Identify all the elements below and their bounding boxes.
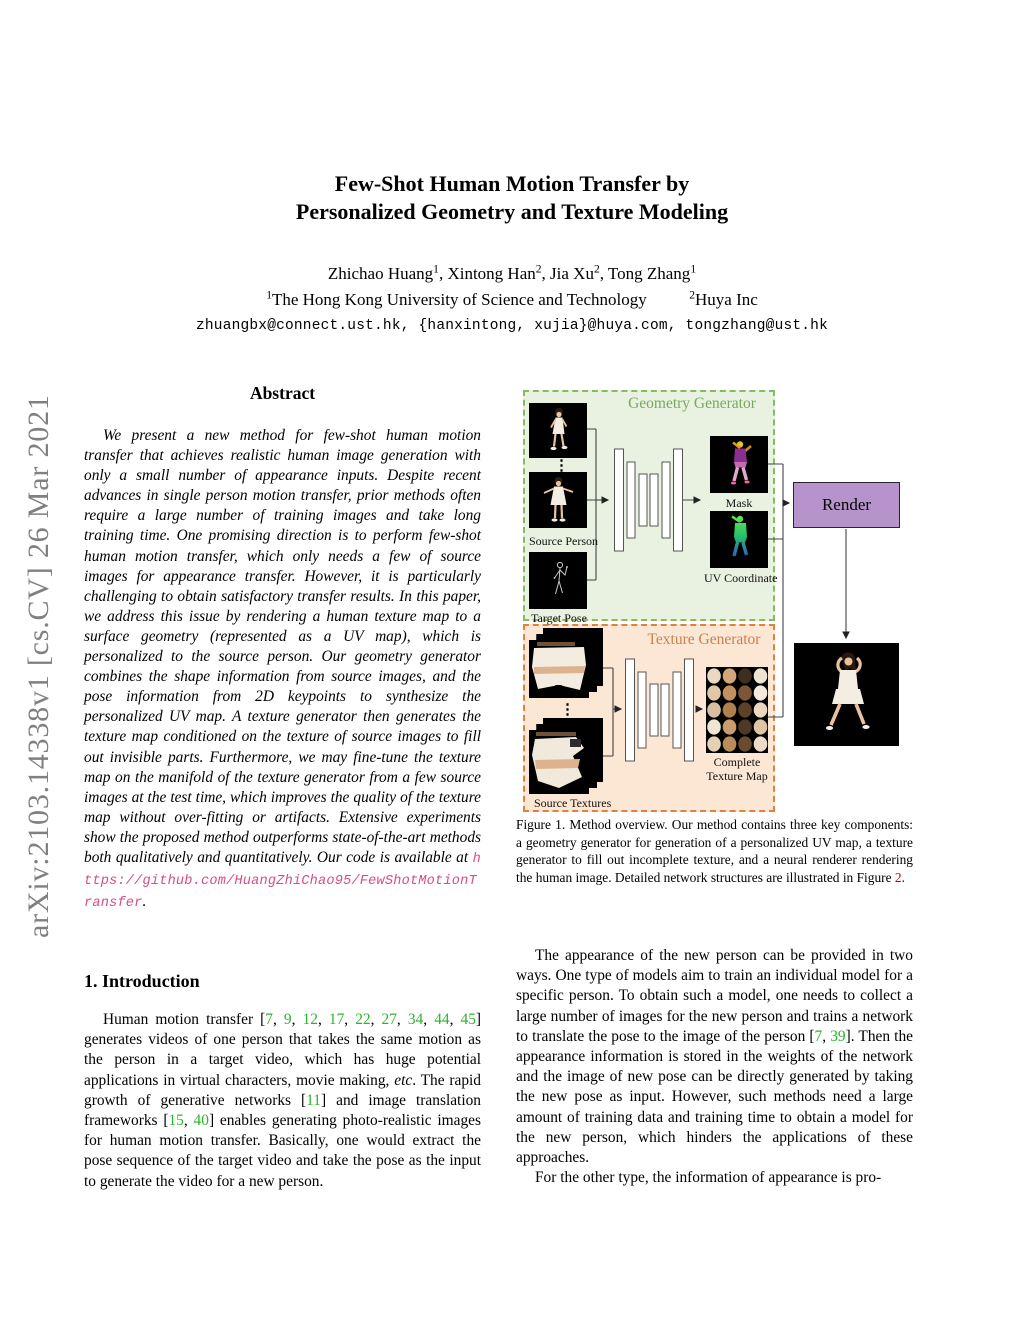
text-span: , Tong Zhang: [599, 264, 691, 283]
citation-link[interactable]: 17: [328, 1011, 345, 1028]
texture-image-2: [529, 730, 589, 794]
mask-label: Mask: [725, 496, 753, 510]
url-link[interactable]: https://github.com/HuangZhiChao95/FewShotMotionTransfer: [84, 851, 481, 912]
target-pose-label: Target Pose: [531, 611, 587, 625]
text-span: We present a new method for few-shot human motion transfer that achieves realistic human image generation with only a small number of appearance inputs. Despite recent advances in single person motion transfer, prior methods often require a large number of training images and take long training time. One promising direction is to perform few-shot human motion transfer, which only needs a few of source images for appearance transfer. However, it is particularly challenging to obtain satisfactory transfer results. In this paper, we address this issue by rendering a human texture map to a surface geometry (represented as a UV map), which is personalized to the source person. Our geometry generator combines the shape information from source images, and the pose information from 2D keypoints to synthesize the personalized UV map. A texture generator then generates the texture map conditioned on the texture of source images to fill out invisible parts. Furthermore, we may fine-tune the texture map on the manifold of the texture generator from a few source images at the test time, which improves the quality of the texture map without over-fitting or artifacts. Extensive experiments show the proposed method outperforms state-of-the-art methods both qualitatively and quantitatively. Our code is available at: [84, 427, 481, 866]
superscript: 2: [593, 262, 600, 276]
vertical-ellipsis-icon: ⋮: [554, 458, 569, 474]
abstract-text: [84, 426, 481, 914]
text-span: Huya Inc: [695, 290, 758, 309]
complete-texture-map-image: [706, 667, 768, 753]
superscript: 1: [690, 262, 697, 276]
source-person-image-1: [529, 403, 587, 458]
abstract-section: [84, 383, 481, 914]
superscript: 1: [433, 262, 439, 276]
citation-link[interactable]: 39: [830, 1027, 846, 1045]
body-paragraph-1: [516, 946, 913, 1168]
text-span: ,: [344, 1011, 356, 1028]
complete-texture-map-label-line2: Texture Map: [706, 769, 768, 783]
geometry-network-icon: [614, 448, 683, 552]
citation-link[interactable]: 22: [355, 1011, 371, 1028]
text-span: .: [901, 870, 905, 886]
text-span: ,: [317, 1011, 329, 1028]
body-paragraph-2: For the other type, the information of appearance is pro-: [535, 1169, 882, 1187]
render-label: Render: [821, 495, 872, 514]
text-span: ,: [396, 1011, 408, 1028]
citation-link[interactable]: 34: [407, 1011, 424, 1028]
affiliation-line: [0, 290, 1024, 310]
citation-link[interactable]: 11: [306, 1091, 321, 1109]
section-heading-introduction: 1. Introduction: [84, 971, 200, 991]
geometry-generator-title: Geometry Generator: [628, 395, 756, 412]
text-span: ,: [370, 1011, 382, 1028]
arxiv-watermark: [22, 394, 56, 938]
citation-link[interactable]: 12: [302, 1011, 318, 1028]
citation-link[interactable]: 44: [434, 1011, 450, 1028]
text-span: ] generates videos of one person that takes the same motion as the person in a target video, which has huge potential applications in virtual characters, movie making,: [84, 1011, 482, 1089]
right-column-body: [516, 946, 913, 1188]
text-span: ] enables generating photo-realistic images for human motion transfer. Basically, one would extract the pose sequence of the target video and take the pose as the input to generate the video for a new person.: [84, 1112, 481, 1190]
source-texture-stack-2: [529, 718, 603, 795]
author-line: [0, 264, 1024, 284]
vertical-ellipsis-icon: ⋮: [560, 702, 575, 718]
paper-title-line2: Personalized Geometry and Texture Modeling: [295, 199, 729, 224]
citation-link[interactable]: 40: [193, 1112, 209, 1130]
text-span: . The rapid growth of generative networks [: [84, 1071, 481, 1109]
text-span: The appearance of the new person can be provided in two ways. One type of models aim to train an individual model for a specific person. To obtain such a model, one needs to collect a large number of images for the new person and trains a network to translate the pose to the image of the person [: [516, 947, 913, 1045]
text-span: The Hong Kong University of Science and Technology: [271, 290, 647, 309]
text-span: .: [142, 893, 147, 911]
text-span: , Xintong Han: [438, 264, 536, 283]
mask-image: [710, 436, 768, 493]
citation-link[interactable]: 15: [168, 1112, 184, 1130]
email-line: zhuangbx@connect.ust.hk, {hanxintong, xujia}@huya.com, tongzhang@ust.hk: [195, 318, 828, 334]
text-span: [647, 290, 690, 309]
superscript: 1: [266, 288, 272, 302]
paper-header: [0, 170, 1024, 334]
text-span: ,: [822, 1027, 831, 1045]
text-span: ]. Then the appearance information is stored in the weights of the network and the image of new pose can be directly generated by taking the new pose as input. However, such methods need a large amount of training data and training time to obtain a model for the new person, which hinders the applications of these approaches.: [516, 1027, 913, 1167]
paper-title: [0, 170, 1024, 226]
italic-text: etc: [394, 1071, 413, 1089]
citation-link[interactable]: 27: [381, 1011, 397, 1028]
citation-link[interactable]: 7: [265, 1011, 273, 1028]
source-person-image-2: [529, 472, 587, 528]
rendered-output-image: [794, 643, 899, 746]
texture-generator-title: Texture Generator: [647, 631, 761, 648]
text-span: ,: [183, 1112, 194, 1130]
figure-reference-link[interactable]: 2: [894, 870, 902, 886]
citation-link[interactable]: 45: [460, 1011, 476, 1028]
text-span: Zhichao Huang: [327, 264, 434, 283]
target-pose-image: [529, 552, 587, 609]
figure1-caption: [516, 816, 913, 887]
uv-coordinate-label: UV Coordinate: [704, 571, 778, 585]
citation-link[interactable]: 9: [283, 1011, 292, 1028]
arxiv-watermark-text: arXiv:2103.14338v1 [cs.CV] 26 Mar 2021: [22, 394, 55, 938]
texture-network-icon: [625, 658, 694, 762]
render-box: [793, 482, 900, 528]
source-textures-label: Source Textures: [534, 796, 612, 810]
text-span: ,: [449, 1011, 461, 1028]
text-span: ,: [423, 1011, 435, 1028]
superscript: 2: [689, 288, 696, 302]
complete-texture-map-label-line1: Complete: [713, 755, 761, 769]
text-span: Human motion transfer [: [103, 1011, 266, 1028]
citation-link[interactable]: 7: [814, 1027, 823, 1045]
text-span: ,: [272, 1011, 284, 1028]
source-texture-stack-1: [529, 628, 603, 698]
text-span: ,: [291, 1011, 303, 1028]
uv-coordinate-image: [710, 511, 768, 568]
text-span: Figure 1. Method overview. Our method contains three key components: a geometry generator for generation of a personalized UV map, a texture generator to fill out incomplete texture, and a neural renderer rendering the human image. Detailed network structures are illustrated in Figure: [516, 817, 913, 886]
text-span: ] and image translation frameworks [: [84, 1091, 481, 1130]
abstract-heading: Abstract: [249, 383, 316, 403]
texture-image-1: [529, 640, 589, 698]
source-person-label: Source Person: [529, 534, 598, 548]
paper-title-line1: Few-Shot Human Motion Transfer by: [334, 171, 690, 196]
figure1-method-overview: [516, 385, 913, 815]
introduction-paragraph: [84, 1010, 481, 1192]
superscript: 2: [535, 262, 542, 276]
text-span: , Jia Xu: [541, 264, 594, 283]
